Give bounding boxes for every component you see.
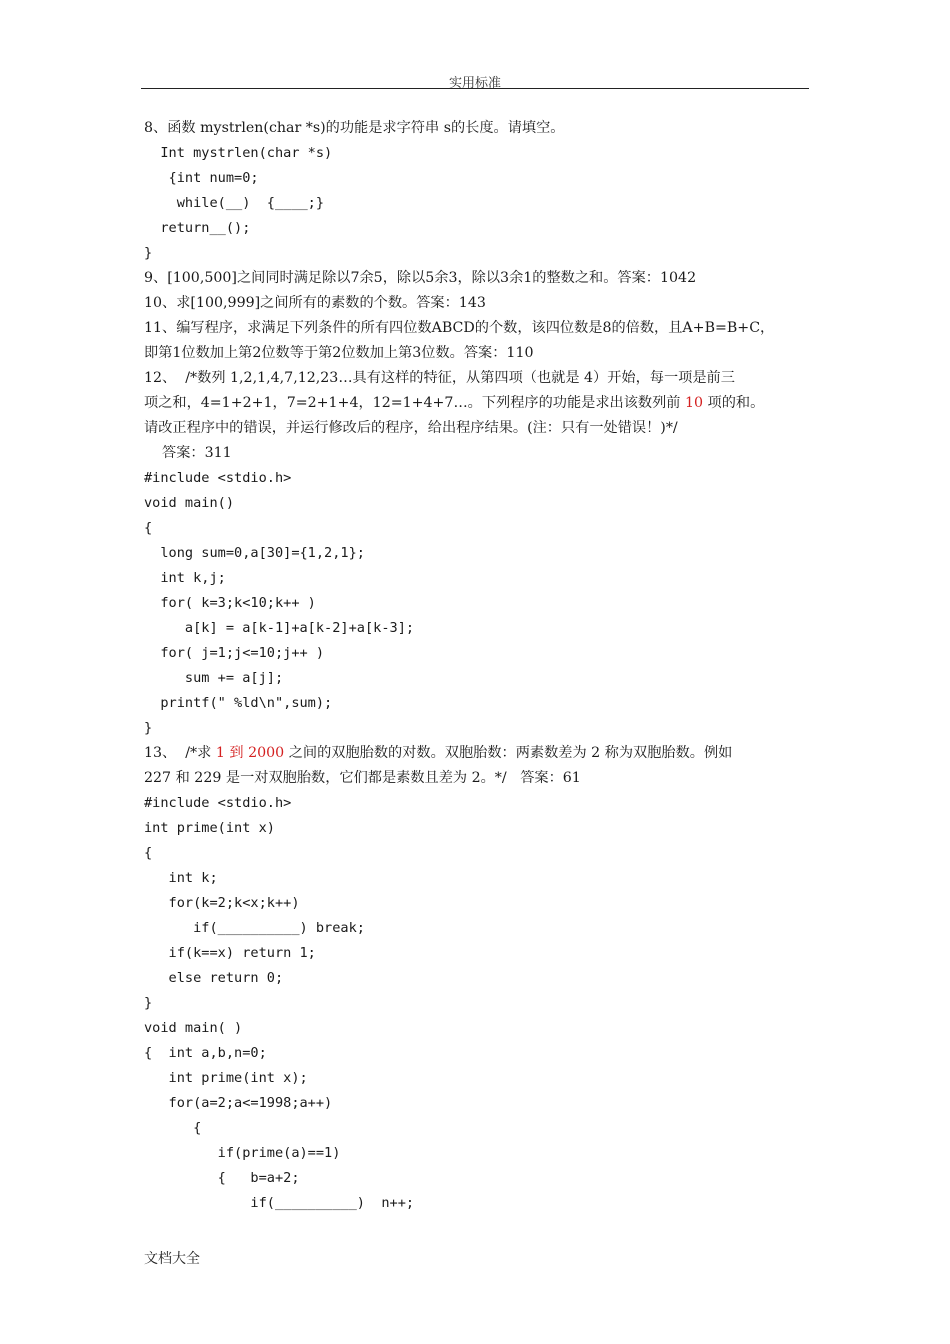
q13-text-part: 13、 /*求 (144, 745, 216, 761)
code-line: if(prime(a)==1) (144, 1145, 341, 1161)
code-line: int prime(int x); (144, 1070, 308, 1086)
q11-text-cont: 即第1位数加上第2位数等于第2位数加上第3位数。答案：110 (144, 345, 534, 361)
code-line: printf(" %ld\n",sum); (144, 695, 333, 711)
code-line: sum += a[j]; (144, 670, 284, 686)
code-line: for( k=3;k<10;k++ ) (144, 595, 316, 611)
code-line: for(a=2;a<=1998;a++) (144, 1095, 333, 1111)
code-line: {int num=0; (144, 170, 259, 186)
q12-text-part: 项之和，4=1+2+1，7=2+1+4，12=1+4+7…。下列程序的功能是求出该数列前 (144, 395, 685, 411)
code-line: for( j=1;j<=10;j++ ) (144, 645, 325, 661)
code-line: return__(); (144, 220, 251, 236)
code-line: if(__________) n++; (144, 1195, 415, 1211)
code-line: else return 0; (144, 970, 284, 986)
code-line: Int mystrlen(char *s) (144, 145, 333, 161)
q12-text: 12、 /*数列 1,2,1,4,7,12,23…具有这样的特征，从第四项（也就是 4）开始，每一项是前三 (144, 370, 735, 386)
code-line: a[k] = a[k-1]+a[k-2]+a[k-3]; (144, 620, 415, 636)
code-line: { int a,b,n=0; (144, 1045, 267, 1061)
header-rule (141, 88, 809, 89)
code-line: if(__________) break; (144, 920, 365, 936)
code-line: void main( ) (144, 1020, 243, 1036)
code-line: int k; (144, 870, 218, 886)
q13-text-cont: 227 和 229 是一对双胞胎数，它们都是素数且差为 2。*/ 答案：61 (144, 770, 581, 786)
code-line: long sum=0,a[30]={1,2,1}; (144, 545, 365, 561)
code-line: { (144, 845, 153, 861)
code-line: } (144, 995, 153, 1011)
code-line: for(k=2;k<x;k++) (144, 895, 300, 911)
code-line: } (144, 720, 153, 736)
code-line: int prime(int x) (144, 820, 275, 836)
code-line: { (144, 520, 153, 536)
q10-text: 10、求[100,999]之间所有的素数的个数。答案：143 (144, 295, 486, 311)
q11-text: 11、编写程序，求满足下列条件的所有四位数ABCD的个数，该四位数是8的倍数，且A+B=B+C， (144, 320, 775, 336)
q9-text: 9、[100,500]之间同时满足除以7余5，除以5余3，除以3余1的整数之和。答案：1042 (144, 270, 697, 286)
q12-answer: 答案：311 (144, 445, 232, 461)
page-footer: 文档大全 (144, 1251, 200, 1267)
code-line: int k,j; (144, 570, 226, 586)
document-body (144, 116, 812, 1216)
code-line: } (144, 245, 153, 261)
q13-highlight: 1 到 2000 (215, 745, 285, 761)
q13-text-part: 之间的双胞胎数的对数。双胞胎数：两素数差为 2 称为双胞胎数。例如 (284, 745, 733, 761)
code-line: if(k==x) return 1; (144, 945, 316, 961)
q13-text (144, 741, 812, 766)
code-line: #include <stdio.h> (144, 795, 292, 811)
code-line: #include <stdio.h> (144, 470, 292, 486)
code-line: { (144, 1120, 202, 1136)
code-line: void main() (144, 495, 235, 511)
q12-highlight: 10 (684, 395, 704, 411)
code-line: while(__) {____;} (144, 195, 325, 211)
page-header: 实用标准 (448, 76, 501, 91)
q8-title: 8、函数 mystrlen(char *s)的功能是求字符串 s的长度。请填空。 (144, 120, 565, 136)
q12-text-cont (144, 391, 812, 416)
q12-text-part: 项的和。 (703, 395, 765, 411)
code-line: { b=a+2; (144, 1170, 300, 1186)
q12-text-cont: 请改正程序中的错误，并运行修改后的程序，给出程序结果。(注：只有一处错误！)*/ (144, 420, 678, 436)
